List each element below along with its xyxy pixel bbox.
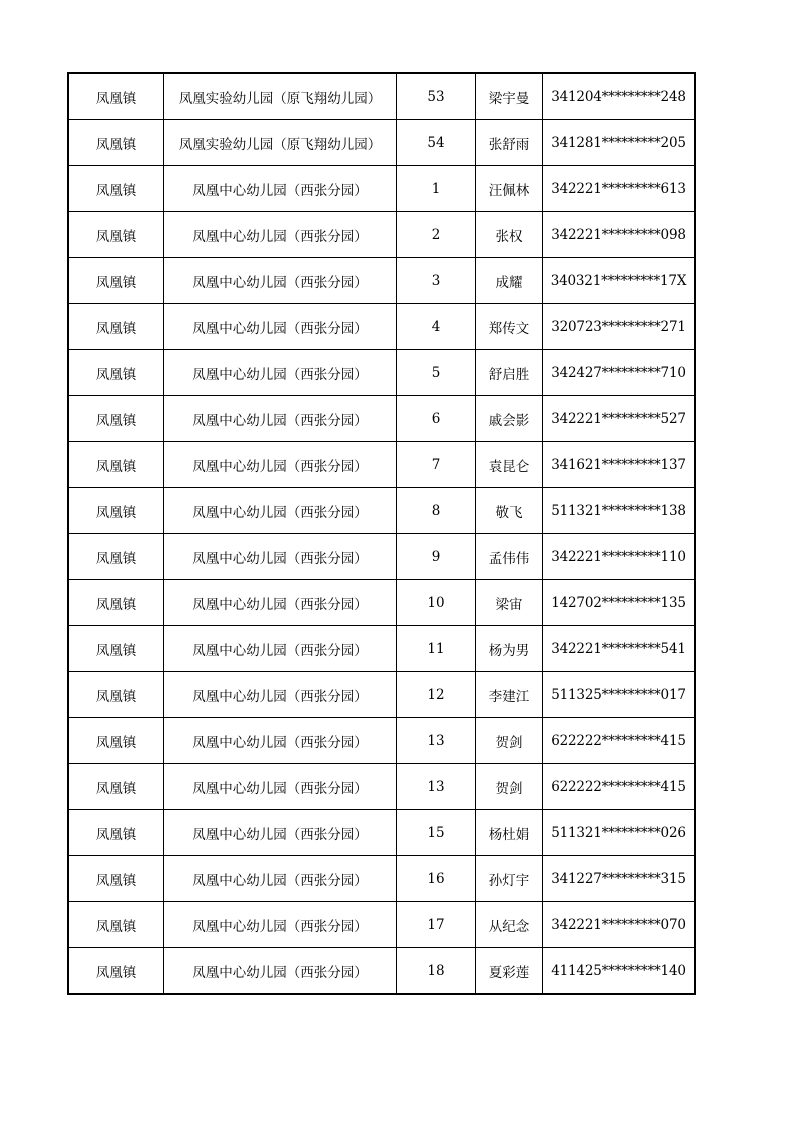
number-cell: 54 <box>397 120 476 166</box>
town-cell: 凤凰镇 <box>68 304 164 350</box>
kindergarten-cell: 凤凰中心幼儿园（西张分园） <box>164 764 397 810</box>
id-number-cell: 411425*********140 <box>543 948 696 995</box>
name-cell: 张权 <box>476 212 543 258</box>
number-cell: 9 <box>397 534 476 580</box>
kindergarten-cell: 凤凰中心幼儿园（西张分园） <box>164 626 397 672</box>
number-cell: 11 <box>397 626 476 672</box>
number-cell: 12 <box>397 672 476 718</box>
town-cell: 凤凰镇 <box>68 764 164 810</box>
table-row <box>68 212 695 258</box>
kindergarten-cell: 凤凰中心幼儿园（西张分园） <box>164 350 397 396</box>
kindergarten-cell: 凤凰中心幼儿园（西张分园） <box>164 580 397 626</box>
table-row <box>68 672 695 718</box>
table-row <box>68 350 695 396</box>
kindergarten-cell: 凤凰实验幼儿园（原飞翔幼儿园） <box>164 120 397 166</box>
town-cell: 凤凰镇 <box>68 350 164 396</box>
name-cell: 郑传文 <box>476 304 543 350</box>
name-cell: 从纪念 <box>476 902 543 948</box>
id-number-cell: 340321*********17X <box>543 258 696 304</box>
number-cell: 1 <box>397 166 476 212</box>
id-number-cell: 341227*********315 <box>543 856 696 902</box>
town-cell: 凤凰镇 <box>68 73 164 120</box>
town-cell: 凤凰镇 <box>68 212 164 258</box>
name-cell: 戚会影 <box>476 396 543 442</box>
town-cell: 凤凰镇 <box>68 442 164 488</box>
town-cell: 凤凰镇 <box>68 626 164 672</box>
name-cell: 袁昆仑 <box>476 442 543 488</box>
id-number-cell: 341204*********248 <box>543 73 696 120</box>
number-cell: 15 <box>397 810 476 856</box>
kindergarten-cell: 凤凰中心幼儿园（西张分园） <box>164 948 397 995</box>
id-number-cell: 342221*********527 <box>543 396 696 442</box>
number-cell: 18 <box>397 948 476 995</box>
id-number-cell: 342221*********110 <box>543 534 696 580</box>
name-cell: 孟伟伟 <box>476 534 543 580</box>
table-row <box>68 948 695 995</box>
number-cell: 8 <box>397 488 476 534</box>
number-cell: 10 <box>397 580 476 626</box>
name-cell: 成耀 <box>476 258 543 304</box>
name-cell: 梁宙 <box>476 580 543 626</box>
town-cell: 凤凰镇 <box>68 672 164 718</box>
id-number-cell: 342427*********710 <box>543 350 696 396</box>
table-row <box>68 718 695 764</box>
name-cell: 张舒雨 <box>476 120 543 166</box>
town-cell: 凤凰镇 <box>68 534 164 580</box>
kindergarten-cell: 凤凰中心幼儿园（西张分园） <box>164 212 397 258</box>
town-cell: 凤凰镇 <box>68 396 164 442</box>
kindergarten-cell: 凤凰中心幼儿园（西张分园） <box>164 488 397 534</box>
name-cell: 贺剑 <box>476 764 543 810</box>
name-cell: 贺剑 <box>476 718 543 764</box>
number-cell: 3 <box>397 258 476 304</box>
number-cell: 2 <box>397 212 476 258</box>
table-row <box>68 764 695 810</box>
town-cell: 凤凰镇 <box>68 488 164 534</box>
kindergarten-cell: 凤凰中心幼儿园（西张分园） <box>164 166 397 212</box>
name-cell: 孙灯宇 <box>476 856 543 902</box>
kindergarten-cell: 凤凰中心幼儿园（西张分园） <box>164 304 397 350</box>
table-row <box>68 810 695 856</box>
table-row <box>68 856 695 902</box>
table-row <box>68 396 695 442</box>
name-cell: 敬飞 <box>476 488 543 534</box>
table-row <box>68 902 695 948</box>
table-row <box>68 73 695 120</box>
kindergarten-cell: 凤凰中心幼儿园（西张分园） <box>164 258 397 304</box>
kindergarten-cell: 凤凰中心幼儿园（西张分园） <box>164 442 397 488</box>
id-number-cell: 622222*********415 <box>543 764 696 810</box>
kindergarten-cell: 凤凰中心幼儿园（西张分园） <box>164 534 397 580</box>
id-number-cell: 622222*********415 <box>543 718 696 764</box>
name-cell: 杨杜娟 <box>476 810 543 856</box>
id-number-cell: 342221*********098 <box>543 212 696 258</box>
number-cell: 6 <box>397 396 476 442</box>
id-number-cell: 511321*********026 <box>543 810 696 856</box>
id-number-cell: 342221*********541 <box>543 626 696 672</box>
town-cell: 凤凰镇 <box>68 718 164 764</box>
name-cell: 舒启胜 <box>476 350 543 396</box>
number-cell: 17 <box>397 902 476 948</box>
town-cell: 凤凰镇 <box>68 856 164 902</box>
id-number-cell: 342221*********070 <box>543 902 696 948</box>
town-cell: 凤凰镇 <box>68 948 164 995</box>
town-cell: 凤凰镇 <box>68 580 164 626</box>
kindergarten-cell: 凤凰中心幼儿园（西张分园） <box>164 902 397 948</box>
id-number-cell: 320723*********271 <box>543 304 696 350</box>
kindergarten-cell: 凤凰中心幼儿园（西张分园） <box>164 856 397 902</box>
number-cell: 5 <box>397 350 476 396</box>
town-cell: 凤凰镇 <box>68 166 164 212</box>
name-cell: 李建江 <box>476 672 543 718</box>
id-number-cell: 511321*********138 <box>543 488 696 534</box>
table-row <box>68 166 695 212</box>
kindergarten-cell: 凤凰中心幼儿园（西张分园） <box>164 396 397 442</box>
number-cell: 7 <box>397 442 476 488</box>
table-row <box>68 626 695 672</box>
id-number-cell: 341621*********137 <box>543 442 696 488</box>
town-cell: 凤凰镇 <box>68 258 164 304</box>
id-number-cell: 511325*********017 <box>543 672 696 718</box>
number-cell: 53 <box>397 73 476 120</box>
name-cell: 夏彩莲 <box>476 948 543 995</box>
kindergarten-cell: 凤凰中心幼儿园（西张分园） <box>164 718 397 764</box>
kindergarten-cell: 凤凰中心幼儿园（西张分园） <box>164 810 397 856</box>
roster-body <box>68 73 695 994</box>
number-cell: 13 <box>397 718 476 764</box>
table-row <box>68 120 695 166</box>
town-cell: 凤凰镇 <box>68 902 164 948</box>
kindergarten-cell: 凤凰实验幼儿园（原飞翔幼儿园） <box>164 73 397 120</box>
name-cell: 梁宇曼 <box>476 73 543 120</box>
number-cell: 4 <box>397 304 476 350</box>
name-cell: 汪佩林 <box>476 166 543 212</box>
table-row <box>68 534 695 580</box>
table-row <box>68 580 695 626</box>
table-row <box>68 488 695 534</box>
kindergarten-cell: 凤凰中心幼儿园（西张分园） <box>164 672 397 718</box>
id-number-cell: 142702*********135 <box>543 580 696 626</box>
id-number-cell: 342221*********613 <box>543 166 696 212</box>
id-number-cell: 341281*********205 <box>543 120 696 166</box>
number-cell: 13 <box>397 764 476 810</box>
table-row <box>68 304 695 350</box>
table-row <box>68 442 695 488</box>
number-cell: 16 <box>397 856 476 902</box>
town-cell: 凤凰镇 <box>68 810 164 856</box>
name-cell: 杨为男 <box>476 626 543 672</box>
town-cell: 凤凰镇 <box>68 120 164 166</box>
table-row <box>68 258 695 304</box>
roster-table <box>67 72 696 995</box>
